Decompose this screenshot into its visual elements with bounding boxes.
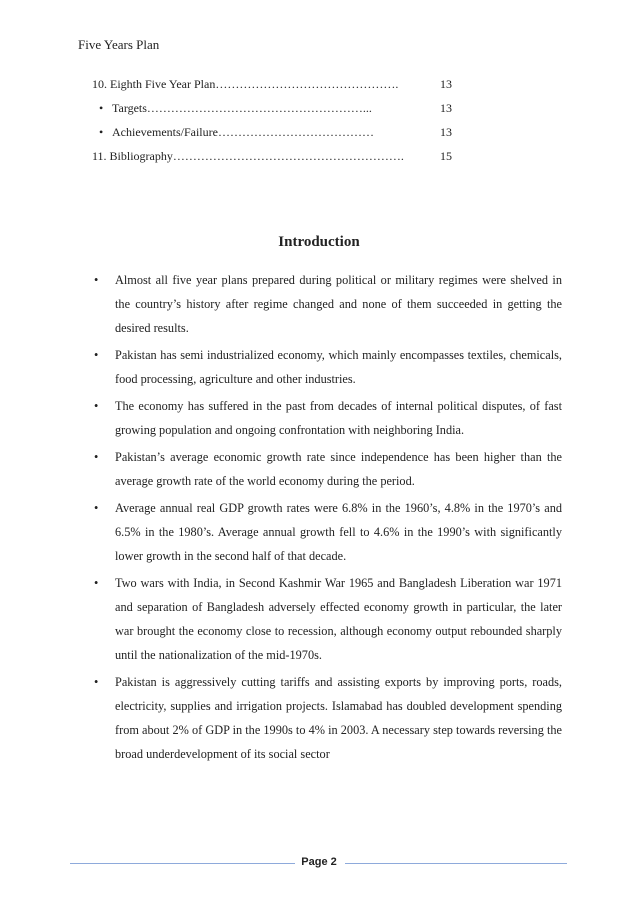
list-item (94, 496, 562, 568)
toc-entry (92, 76, 452, 100)
page-header: Five Years Plan (78, 37, 160, 52)
list-item (94, 571, 562, 667)
bullet-icon: • (99, 125, 104, 139)
table-of-contents (92, 76, 452, 172)
bullet-icon: • (94, 273, 99, 287)
toc-entry-page: 13 (440, 77, 452, 91)
toc-entry-page: 13 (440, 101, 452, 115)
list-item-text: The economy has suffered in the past from decades of internal political disputes, of fast growing population and ongoing confrontation with neighboring India. (115, 399, 562, 437)
toc-subentry (92, 100, 452, 124)
introduction-list (94, 268, 562, 769)
list-item (94, 670, 562, 766)
list-item (94, 343, 562, 391)
bullet-icon: • (99, 101, 104, 115)
bullet-icon: • (94, 450, 99, 464)
list-item (94, 445, 562, 493)
bullet-icon: • (94, 348, 99, 362)
toc-entry-text: Targets………………………………………………... (112, 101, 372, 115)
bullet-icon: • (94, 501, 99, 515)
list-item-text: Pakistan’s average economic growth rate since independence has been higher than the average growth rate of the world economy during the period. (115, 450, 562, 488)
list-item-text: Almost all five year plans prepared during political or military regimes were shelved in the country’s history after regime changed and none of them succeeded in getting the desired results. (115, 273, 562, 335)
toc-entry-text: 10. Eighth Five Year Plan………………………………………. (92, 77, 399, 91)
list-item-text: Two wars with India, in Second Kashmir War 1965 and Bangladesh Liberation war 1971 and separation of Bangladesh adversely effected economy growth in particular, the later war brought the economy close to recession, although economy output rebounded sharply until the nationalization of the mid-1970s. (115, 576, 562, 662)
list-item-text: Pakistan is aggressively cutting tariffs and assisting exports by improving ports, roads, electricity, supplies and irrigation projects. Islamabad has doubled development spending from about 2% of GDP in the 1990s to 4% in 2003. A necessary step towards reversing the broad underdevelopment of its social sector (115, 675, 562, 761)
toc-entry-page: 13 (440, 125, 452, 139)
toc-entry-text: 11. Bibliography…………………………………………………. (92, 149, 404, 163)
toc-entry (92, 148, 452, 172)
list-item-text: Average annual real GDP growth rates were 6.8% in the 1960’s, 4.8% in the 1970’s and 6.5% in the 1980’s. Average annual growth fell to 4.6% in the 1990’s with significantly lower growth in the second half of that decade. (115, 501, 562, 563)
toc-entry-page: 15 (440, 149, 452, 163)
toc-subentry (92, 124, 452, 148)
bullet-icon: • (94, 675, 99, 689)
page-number: Page 2 (301, 856, 337, 868)
list-item (94, 268, 562, 340)
toc-entry-text: Achievements/Failure………………………………… (112, 125, 374, 139)
list-item-text: Pakistan has semi industrialized economy, which mainly encompasses textiles, chemicals, food processing, agriculture and other industries. (115, 348, 562, 386)
list-item (94, 394, 562, 442)
bullet-icon: • (94, 399, 99, 413)
section-title: Introduction (278, 234, 360, 250)
bullet-icon: • (94, 576, 99, 590)
